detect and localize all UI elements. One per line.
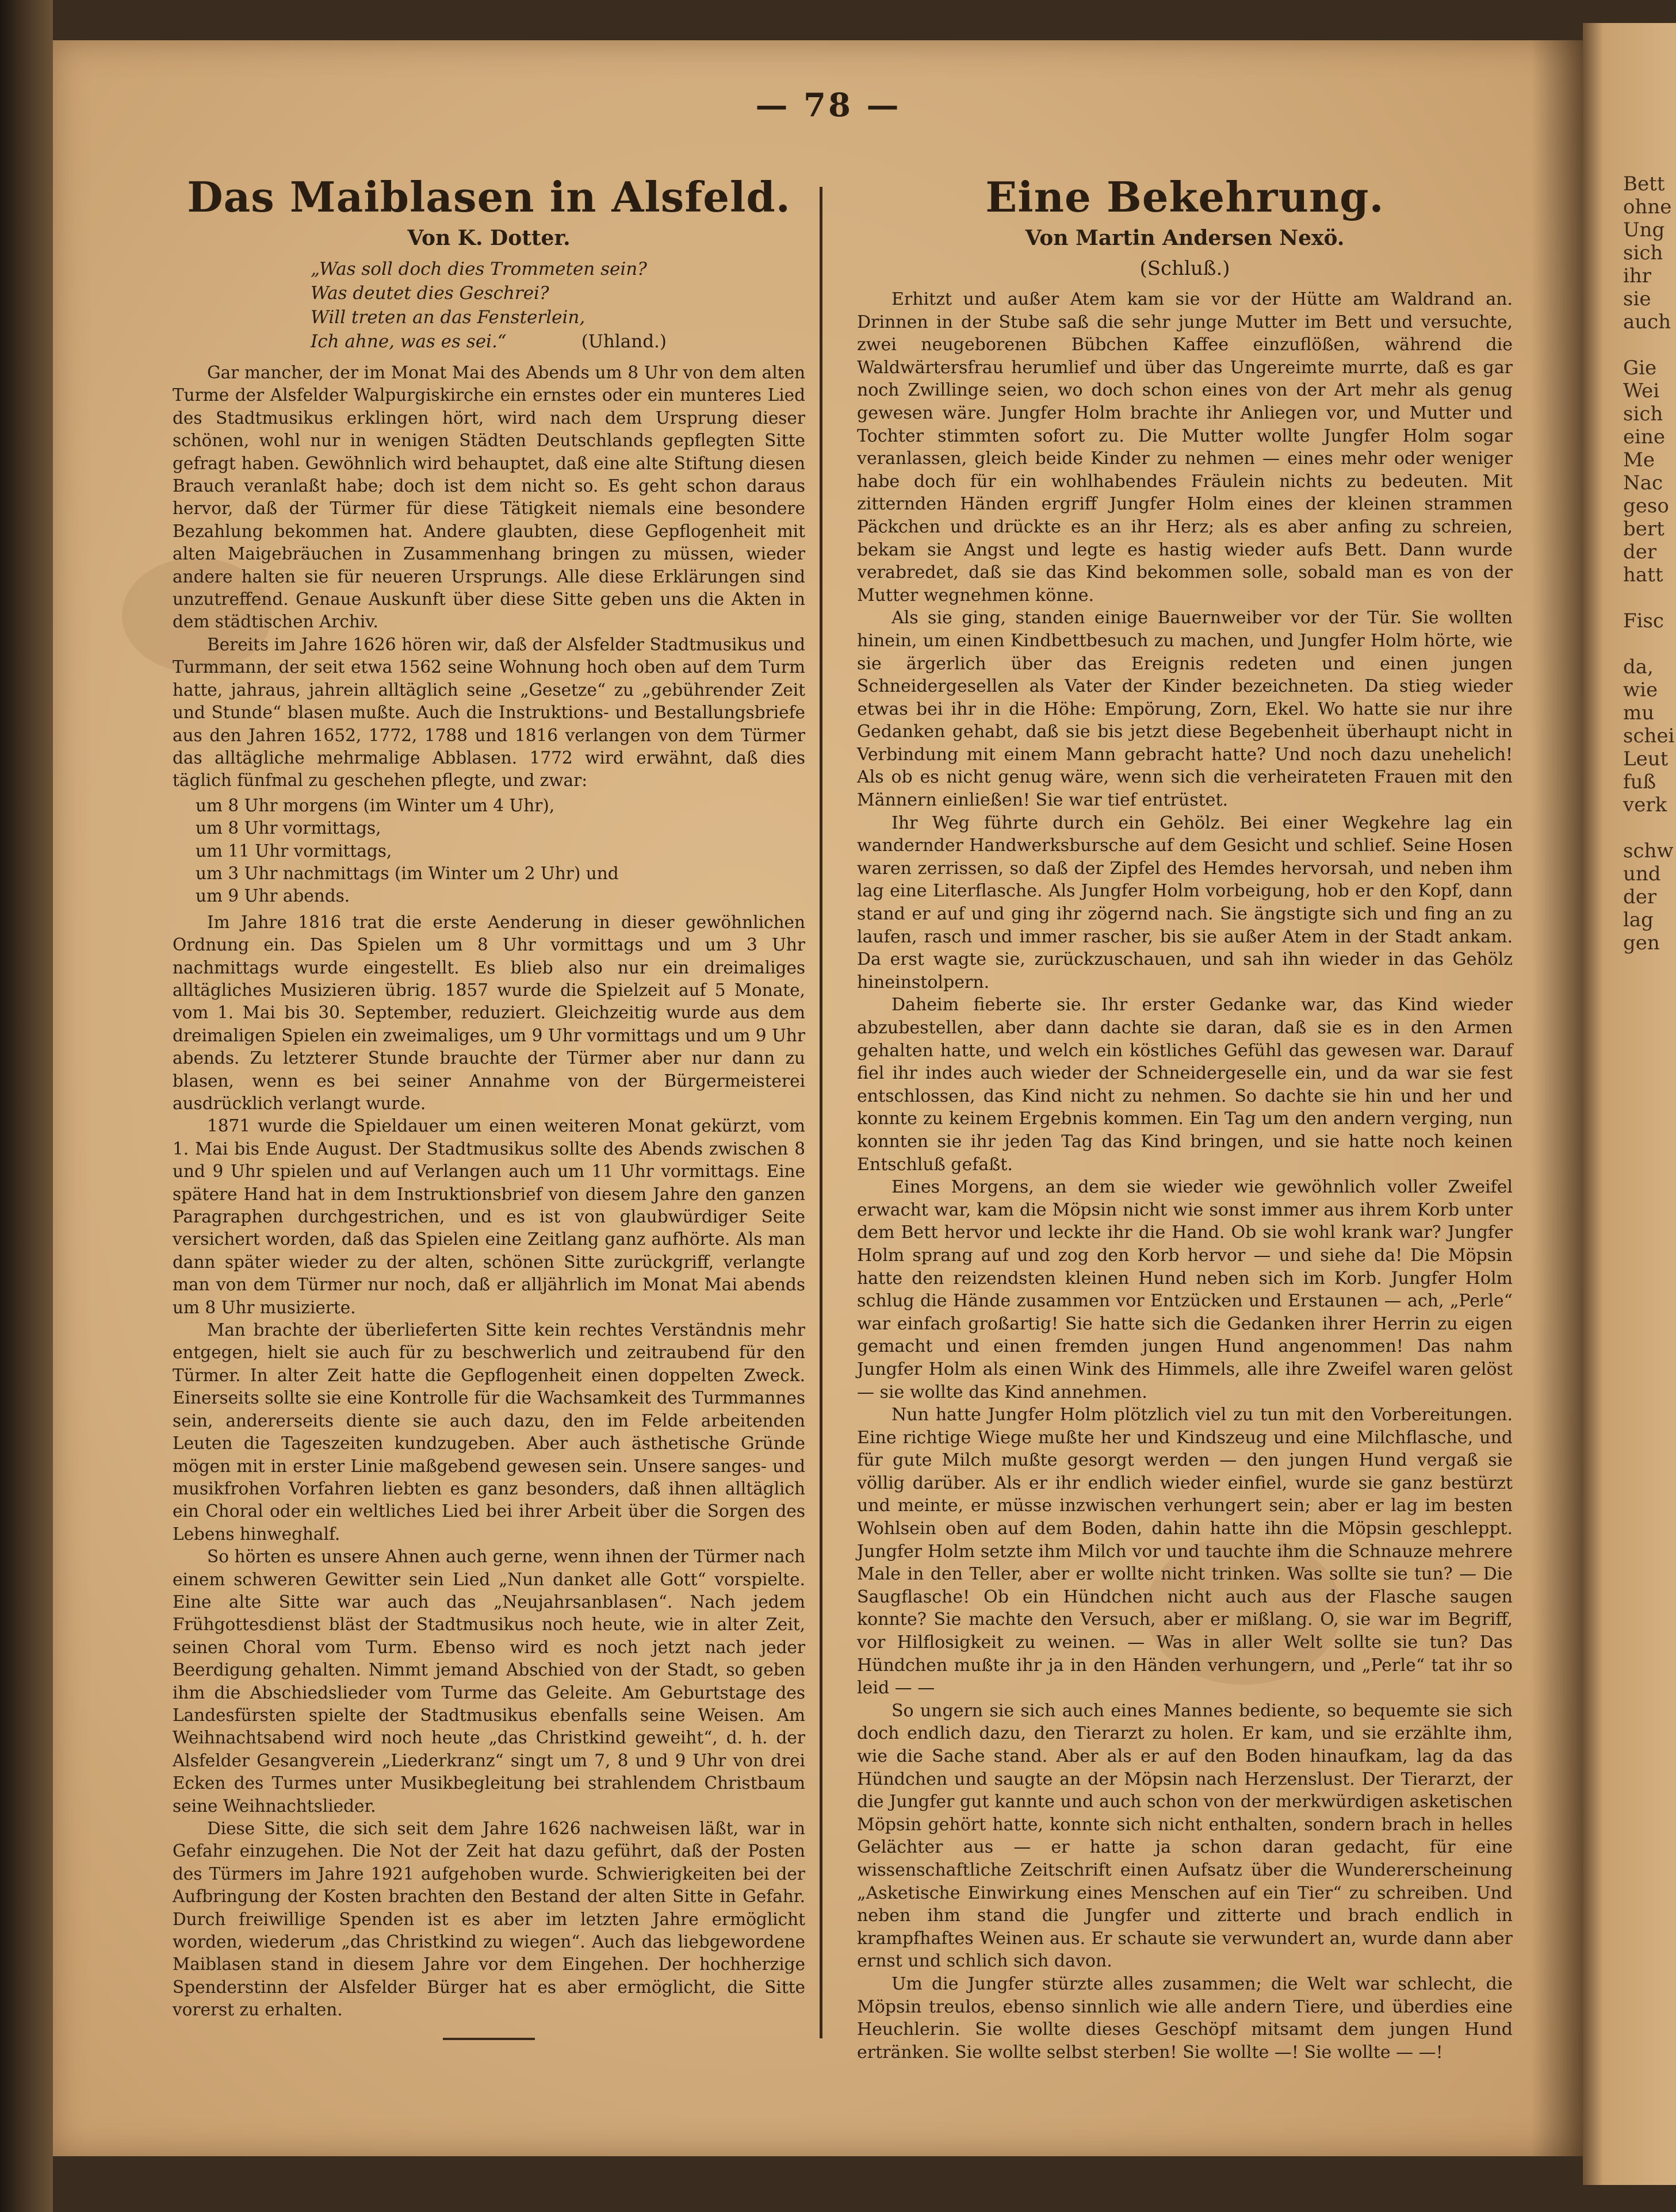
paragraph: Um die Jungfer stürzte alles zusammen; die Welt war schlecht, die Möpsin treulos, ebenso sinnlich wie alle andern Tiere, und überdies eine Heuchlerin. Sie wollte dieses Geschöpf mitsamt dem jungen Hund ertränken. Sie wollte selbst sterben! Sie wollte —! Sie wollte — —! — [857, 1973, 1513, 2063]
paragraph: Gar mancher, der im Monat Mai des Abends um 8 Uhr von dem alten Turme der Alsfelder Walpurgiskirche ein ernstes oder ein munteres Lied des Stadtmusikus erklingen hört, wird nach dem Ursprung dieser schönen, wohl nur in wenigen Städten Deutschlands gepflegten Sitte gefragt haben. Gewöhnlich wird behauptet, daß eine alte Stiftung diesen Brauch veranlaßt habe; doch ist dem nicht so. Es geht schon daraus hervor, daß der Türmer für diese Tätigkeit niemals eine besondere Bezahlung bekommen hat. Andere glaubten, diese Gepflogenheit mit alten Maigebräuchen in Zusammenhang bringen zu müssen, wieder andere halten sie für neueren Ursprungs. Alle diese Erklärungen sind unzutreffend. Genaue Auskunft über diese Sitte geben uns die Akten in dem städtischen Archiv. — [173, 363, 805, 632]
schedule-item: um 9 Uhr abends. — [196, 886, 350, 906]
paragraph: Nun hatte Jungfer Holm plötzlich viel zu tun mit den Vorbereitungen. Eine richtige Wiege mußte her und Kindszeug und eine Milchflasche, und für gute Milch mußte gesorgt werden — den jungen Hund vergaß sie völlig darüber. Als er ihr endlich wieder einfiel, wurde sie ganz bestürzt und meinte, er müsse inzwischen verhungert sein; aber er lag im besten Wohlsein oben auf dem Boden, dahin hatte ihn die Möpsin geschleppt. Jungfer Holm setzte ihm Milch vor und tauchte ihm die Schnauze mehrere Male in den Teller, aber er wollte nicht trinken. Was sollte sie tun? — Die Saugflasche! Ob ein Hündchen nicht auch aus der Flasche saugen konnte? Sie machte den Versuch, aber er mißlang. O, sie war im Begriff, vor Hilflosigkeit zu weinen. — Was in aller Welt sollte sie tun? Das Hündchen mußte ihr ja in den Händen verhungern, und „Perle“ tat ihr so leid — — — [857, 1405, 1513, 1699]
page-number: — 78 — — [755, 86, 901, 124]
poem-line-text: Ich ahne, was es sei.“ — [311, 331, 507, 352]
article-maiblasen — [173, 172, 805, 2040]
poem-line: Was deutet dies Geschrei? — [311, 283, 549, 304]
schedule-item: um 3 Uhr nachmittags (im Winter um 2 Uhr) und — [196, 863, 619, 883]
article-continuation-note: (Schluß.) — [1139, 257, 1230, 280]
paragraph: Daheim fieberte sie. Ihr erster Gedanke war, das Kind wieder abzubestellen, aber dann dachte sie daran, daß sie es in den Armen gehalten hatte, und welch ein köstliches Gefühl das gewesen war. Darauf fiel ihr indes auch wieder der Schneidergeselle ein, und da war sie fest entschlossen, das Kind nicht zu nehmen. So dachte sie hin und her und konnte zu keinem Ergebnis kommen. Ein Tag um den andern verging, nun konnten sie ihr jeden Tag das Kind bringen, und sie hatte noch keinen Entschluß gefaßt. — [857, 995, 1513, 1175]
schedule-item: um 8 Uhr morgens (im Winter um 4 Uhr), — [196, 795, 555, 815]
paragraph: Diese Sitte, die sich seit dem Jahre 1626 nachweisen läßt, war in Gefahr einzugehen. Die Not der Zeit hat dazu geführt, daß der Posten des Türmers im Jahre 1921 aufgehoben wurde. Schwierigkeiten bei der Aufbringung der Kosten brachten den Bestand der alten Sitte in Gefahr. Durch freiwillige Spenden ist es aber im letzten Jahre ermöglicht worden, wiederum „das Christkind zu wiegen“. Auch das liebgewordene Maiblasen stand in diesem Jahre vor dem Eingehen. Der hochherzige Spenderstinn der Alsfelder Bürger hat es aber ermöglicht, die Sitte vorerst zu erhalten. — [173, 1819, 805, 2020]
paragraph: So ungern sie sich auch eines Mannes bediente, so bequemte sie sich doch endlich dazu, den Tierarzt zu holen. Er kam, und sie erzählte ihm, wie die Sache stand. Aber als er auf den Boden hinaufkam, lag da das Hündchen und saugte an der Möpsin nach Herzenslust. Der Tierarzt, der die Jungfer gut kannte und auch schon von der merkwürdigen asketischen Möpsin gehört hatte, konnte sich nicht enthalten, sondern brach in helles Gelächter aus — er hatte ja schon daran gedacht, für eine wissenschaftliche Zeitschrift einen Aufsatz über die Wundererscheinung „Asketische Einwirkung eines Menschen auf ein Tier“ zu schreiben. Und neben ihm stand die Jungfer und zitterte und brach endlich in krampfhaftes Weinen aus. Er schaute sie verwundert an, wurde dann aber ernst und schlich sich davon. — [857, 1700, 1513, 1972]
article-title: Eine Bekehrung. — [985, 172, 1384, 221]
paragraph: Eines Morgens, an dem sie wieder wie gewöhnlich voller Zweifel erwacht war, kam die Möpsin nicht wie sonst immer aus ihrem Korb unter dem Bett hervor und leckte ihr die Hand. Ob sie wohl krank war? Jungfer Holm sprang auf und zog den Korb hervor — und siehe da! Die Möpsin hatte den reizendsten kleinen Hund neben sich im Korb. Jungfer Holm schlug die Hände zusammen vor Entzücken und Erstaunen — ach, „Perle“ war einfach großartig! Sie hatte sich die Gedanken ihrer Herrin zu eigen gemacht und einen fremden jungen Hund angenommen! Das nahm Jungfer Holm als einen Wink des Himmels, alle ihre Zweifel waren gelöst — sie wollte das Kind annehmen. — [857, 1177, 1513, 1402]
paragraph: 1871 wurde die Spieldauer um einen weiteren Monat gekürzt, vom 1. Mai bis Ende August. Der Stadtmusikus sollte des Abends zwischen 8 und 9 Uhr spielen und auf Verlangen auch um 11 Uhr vormittags. Eine spätere Hand hat in dem Instruktionsbrief von diesem Jahre den ganzen Paragraphen durchgestrichen, und es ist von glaubwürdiger Seite versichert worden, daß das Spielen eine Zeitlang ganz aufhörte. Als man dann später wieder zu der alten, schönen Sitte zurückgriff, verlangte man von dem Türmer nur noch, daß er alljährlich im Monat Mai abends um 8 Uhr musizierte. — [173, 1116, 805, 1317]
paragraph: So hörten es unsere Ahnen auch gerne, wenn ihnen der Türmer nach einem schweren Gewitter sein Lied „Nun danket alle Gott“ vorspielte. Eine alte Sitte war auch das „Neujahrsanblasen“. Nach jedem Frühgottesdienst bläst der Stadtmusikus noch heute, wie in alter Zeit, seinen Choral vom Turm. Ebenso wird es noch jetzt nach jeder Beerdigung gehalten. Nimmt jemand Abschied von der Stadt, so geben ihm die Abschiedslieder vom Turme das Geleite. Am Geburtstage des Landesfürsten spielte der Stadtmusikus ebenfalls seine Weisen. Am Weihnachtsabend wird noch heute „das Christkind geweiht“, d. h. der Alsfelder Gesangverein „Liederkranz“ singt um 7, 8 und 9 Uhr von drei Ecken des Turmes unter Musikbegleitung bei strahlendem Christbaum seine Weihnachtslieder. — [173, 1547, 805, 1816]
article-end-rule — [443, 2038, 535, 2040]
gutter-shadow — [1531, 40, 1583, 2156]
schedule-item: um 11 Uhr vormittags, — [196, 841, 392, 861]
schedule-item: um 8 Uhr vormittags, — [196, 818, 381, 838]
paragraph: Bereits im Jahre 1626 hören wir, daß der Alsfelder Stadtmusikus und Turmmann, der seit etwa 1562 seine Wohnung hoch oben auf dem Turm hatte, jahraus, jahrein alltäglich seine „Gesetze“ zu „gebührender Zeit und Stunde“ blasen mußte. Auch die Instruktions- und Bestallungsbriefe aus den Jahren 1652, 1772, 1788 und 1816 verlangen von dem Türmer das alltägliche mehrmalige Abblasen. 1772 wird erwähnt, daß dies täglich fünfmal zu geschehen pflegte, und zwar: — [173, 634, 805, 791]
book-binding — [0, 0, 53, 2212]
poem-credit: (Uhland.) — [581, 331, 667, 352]
epigraph-poem — [311, 257, 805, 354]
poem-line — [311, 329, 805, 354]
paragraph: Ihr Weg führte durch ein Gehölz. Bei einer Wegkehre lag ein wandernder Handwerksbursche auf dem Gesicht und schlief. Seine Hosen waren zerrissen, so daß der Zipfel des Hemdes hervorsah, und neben ihm lag eine Literflasche. Als Jungfer Holm vorbeigung, hob er den Kopf, dann stand er auf und ging ihr zögernd nach. Sie ängstigte sich und fing an zu laufen, rasch und immer rascher, bis sie außer Atem in der Stadt ankam. Da erst wagte sie, zurückzuschauen, und sah ihn wieder in das Gehölz hineinstolpern. — [857, 812, 1513, 992]
poem-line: „Was soll doch dies Trommeten sein? — [311, 259, 647, 279]
next-page-text-fragment: Bett ohne Ung sich ihr sie auch Gie Wei sich eine Me Nac geso bert der hatt Fisc da, wie mu schei Leut fuß verk schw und der lag gen — [1623, 172, 1675, 954]
article-byline: Von Martin Andersen Nexö. — [1025, 226, 1345, 250]
next-page-edge — [1583, 23, 1676, 2185]
article-byline: Von K. Dotter. — [407, 226, 571, 250]
paragraph: Im Jahre 1816 trat die erste Aenderung in dieser gewöhnlichen Ordnung ein. Das Spielen um 8 Uhr vormittags und um 3 Uhr nachmittags wurde eingestellt. Es blieb also nur ein dreimaliges alltägliches Musizieren übrig. 1857 wurde die Spielzeit auf 5 Monate, vom 1. Mai bis 30. September, reduziert. Gleichzeitig wurde aus dem dreimaligen Spielen ein zweimaliges, um 9 Uhr vormittags und um 9 Uhr abends. Zu letzterer Stunde brauchte der Türmer aber nur dann zu blasen, wenn es bei seiner Annahme von der Bürgermeisterei ausdrücklich verlangt wurde. — [173, 912, 805, 1113]
column-divider — [820, 187, 822, 2038]
article-bekehrung — [857, 172, 1513, 2064]
paragraph: Als sie ging, standen einige Bauernweiber vor der Tür. Sie wollten hinein, um einen Kindbettbesuch zu machen, und Jungfer Holm hörte, wie sie ärgerlich über das Ereignis redeten und einen jungen Schneidergesellen als Vater der Kinder bezeichneten. Da stieg wieder etwas bei ihr in die Höhe: Empörung, Zorn, Ekel. Wo hatte sie nur ihre Gedanken gehabt, daß sie bis jetzt diese Begebenheit überhaupt nicht in Verbindung mit einem Mann gebracht hatte? Und noch dazu unehelich! Als ob es nicht genug wäre, wenn sich die verheirateten Frauen mit den Männern einließen! Sie war tief entrüstet. — [857, 608, 1513, 811]
article-title: Das Maiblasen in Alsfeld. — [187, 172, 791, 221]
paragraph: Erhitzt und außer Atem kam sie vor der Hütte am Waldrand an. Drinnen in der Stube saß die sehr junge Mutter im Bett und versuchte, zwei neugeborenen Bübchen Kaffee einzuflößen, während die Waldwärtersfrau herumlief und über das Ungereimte murrte, daß es gar noch Zwillinge seien, wo doch schon eines von der Art mehr als genug gewesen wäre. Jungfer Holm brachte ihr Anliegen vor, und Mutter und Tochter stimmten sofort zu. Die Mutter wollte Jungfer Holm sogar veranlassen, gleich beide Kinder zu nehmen — eines mehr oder weniger habe doch für ein wohlhabendes Fräulein nichts zu bedeuten. Mit zitternden Händen ergriff Jungfer Holm eines der kleinen strammen Päckchen und drückte es an ihr Herz; als es aber anfing zu schreien, bekam sie Angst und legte es hastig wieder aufs Bett. Dann wurde verabredet, daß sie das Kind bekommen solle, sobald man es von der Mutter wegnehmen könne. — [857, 289, 1513, 605]
poem-line: Will treten an das Fensterlein, — [311, 307, 586, 328]
paragraph: Man brachte der überlieferten Sitte kein rechtes Verständnis mehr entgegen, hielt sie auch für zu beschwerlich und zeitraubend für den Türmer. In alter Zeit hatte die Gepflogenheit einen doppelten Zweck. Einerseits sollte sie eine Kontrolle für die Wachsamkeit des Turmmannes sein, andererseits diente sie auch dazu, den im Felde arbeitenden Leuten die Tageszeiten kundzugeben. Aber auch ästhetische Gründe mögen mit in erster Linie maßgebend gewesen sein. Unsere sanges- und musikfrohen Vorfahren liebten es ganz besonders, daß ihnen alltäglich ein Choral oder ein weltliches Lied bei ihrer Arbeit über die Sorgen des Lebens hinweghalf. — [173, 1320, 805, 1544]
schedule-list — [196, 795, 805, 908]
